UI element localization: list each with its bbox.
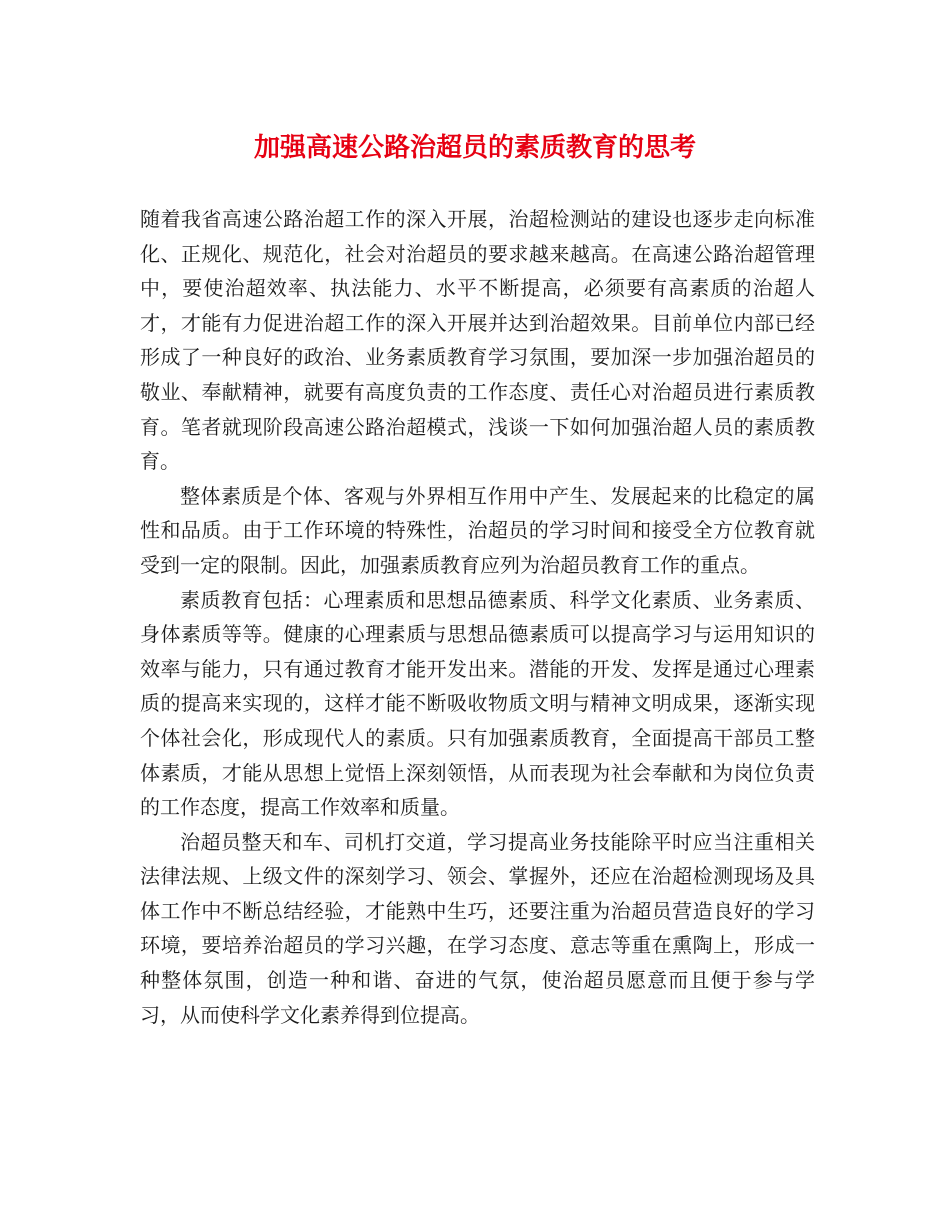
paragraph-quality-education: 素质教育包括：心理素质和思想品德素质、科学文化素质、业务素质、身体素质等等。健康的心理素质与思想品德素质可以提高学习与运用知识的效率与能力，只有通过教育才能开发出来。潜能的开发、发挥是通过心理素质的提高来实现的，这样才能不断吸收物质文明与精神文明成果，逐渐实现个体社会化，形成现代人的素质。只有加强素质教育，全面提高干部员工整体素质，才能从思想上觉悟上深刻领悟，从而表现为社会奉献和为岗位负责的工作态度，提高工作效率和质量。 [140, 587, 815, 820]
paragraph-overall-quality: 整体素质是个体、客观与外界相互作用中产生、发展起来的比稳定的属性和品质。由于工作环境的特殊性，治超员的学习时间和接受全方位教育就受到一定的限制。因此，加强素质教育应列为治超员教育工作的重点。 [140, 483, 815, 577]
document-body [140, 202, 815, 1032]
paragraph-learning-environment: 治超员整天和车、司机打交道，学习提高业务技能除平时应当注重相关法律法规、上级文件的深刻学习、领会、掌握外，还应在治超检测现场及具体工作中不断总结经验，才能熟中生巧，还要注重为治超员营造良好的学习环境，要培养治超员的学习兴趣，在学习态度、意志等重在熏陶上，形成一种整体氛围，创造一种和谐、奋进的气氛，使治超员愿意而且便于参与学习，从而使科学文化素养得到位提高。 [140, 829, 815, 1027]
paragraph-intro: 随着我省高速公路治超工作的深入开展，治超检测站的建设也逐步走向标准化、正规化、规范化，社会对治超员的要求越来越高。在高速公路治超管理中，要使治超效率、执法能力、水平不断提高，必须要有高素质的治超人才，才能有力促进治超工作的深入开展并达到治超效果。目前单位内部已经形成了一种良好的政治、业务素质教育学习氛围，要加深一步加强治超员的敬业、奉献精神，就要有高度负责的工作态度、责任心对治超员进行素质教育。笔者就现阶段高速公路治超模式，浅谈一下如何加强治超人员的素质教育。 [140, 207, 815, 474]
document-title: 加强高速公路治超员的素质教育的思考 [253, 133, 696, 163]
